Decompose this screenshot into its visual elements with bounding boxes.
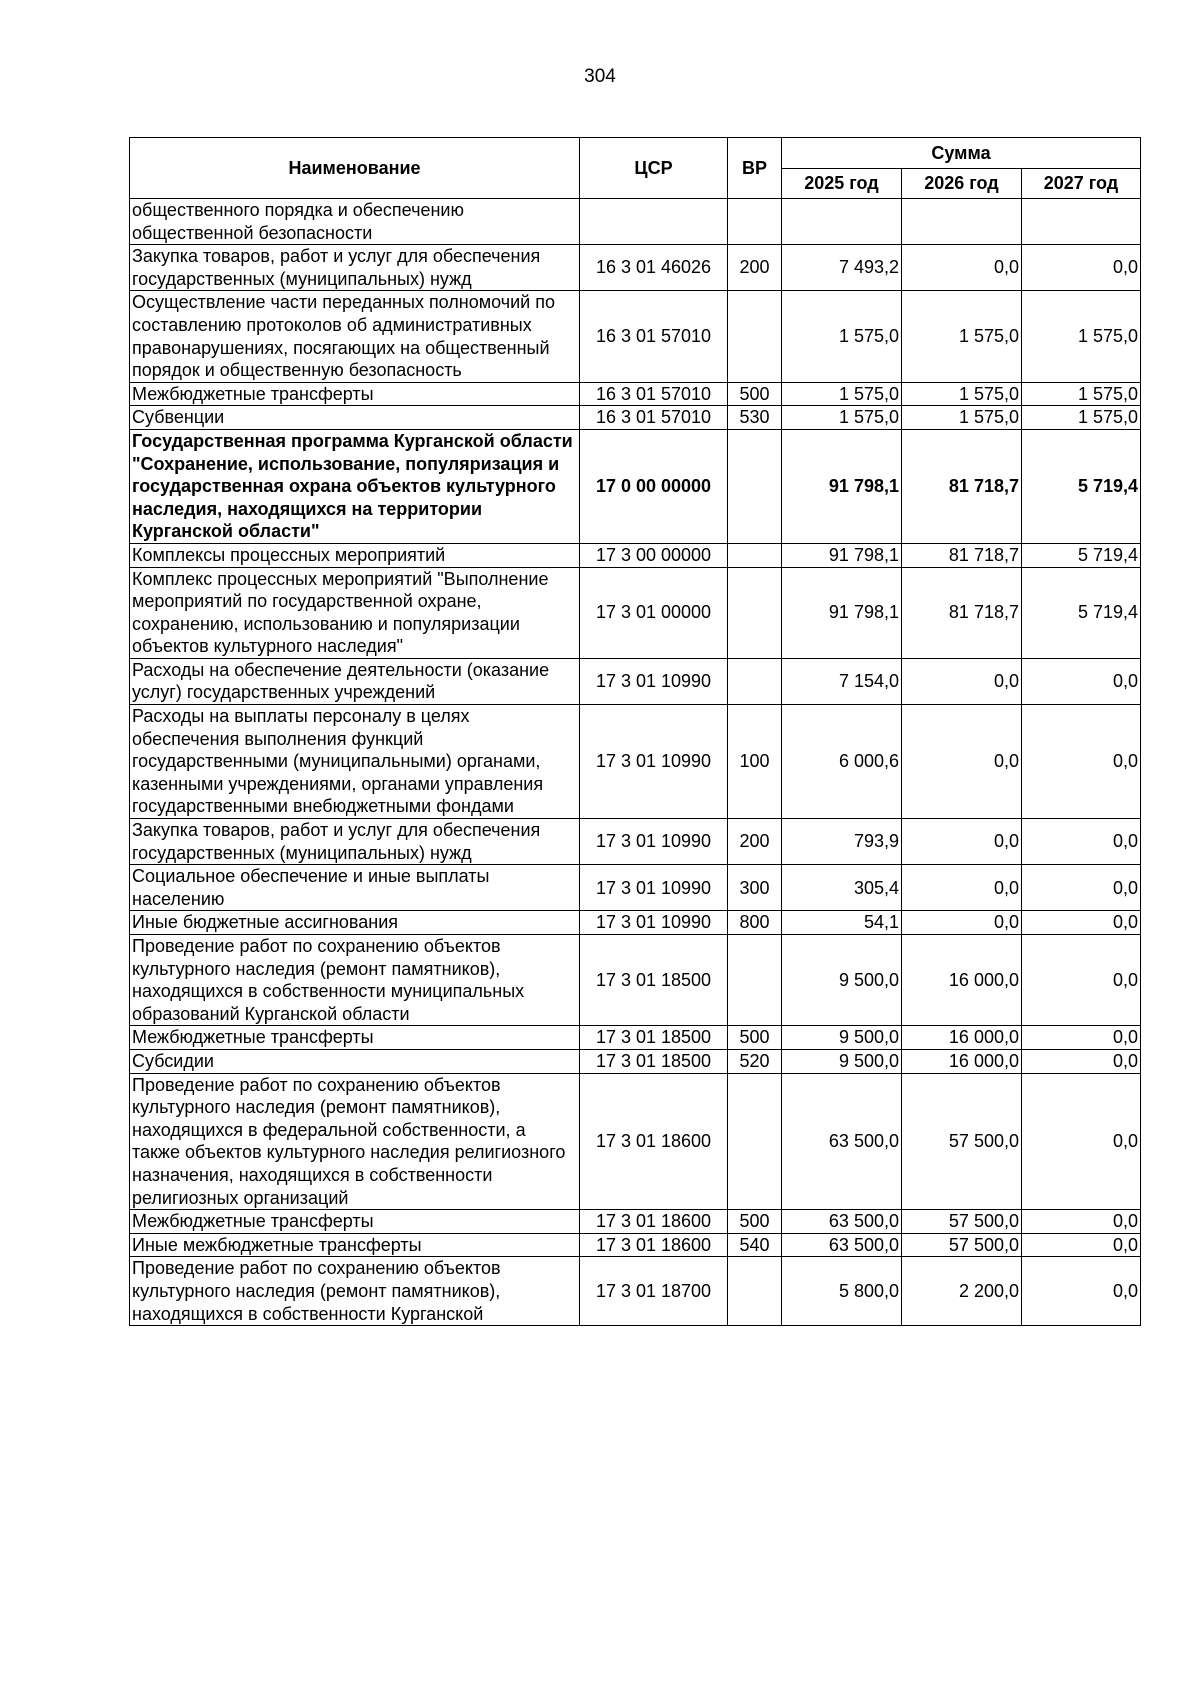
cell-name: Расходы на обеспечение деятельности (оказание услуг) государственных учреждений: [130, 658, 580, 704]
cell-2025: 91 798,1: [782, 567, 902, 658]
header-2026: 2026 год: [902, 169, 1022, 199]
cell-2025: 305,4: [782, 865, 902, 911]
cell-2025: 7 154,0: [782, 658, 902, 704]
cell-name: Субсидии: [130, 1049, 580, 1073]
cell-2026: 0,0: [902, 705, 1022, 819]
cell-2025: 63 500,0: [782, 1073, 902, 1210]
cell-csr: 17 3 01 18600: [580, 1073, 728, 1210]
cell-2027: 0,0: [1022, 911, 1141, 935]
cell-name: Закупка товаров, работ и услуг для обеспечения государственных (муниципальных) нужд: [130, 819, 580, 865]
cell-vr: 520: [728, 1049, 782, 1073]
cell-csr: 16 3 01 57010: [580, 291, 728, 382]
cell-2026: 0,0: [902, 658, 1022, 704]
cell-2025: 7 493,2: [782, 245, 902, 291]
header-2027: 2027 год: [1022, 169, 1141, 199]
table-row: [130, 1233, 1141, 1257]
table-row: [130, 543, 1141, 567]
table-row: [130, 1026, 1141, 1050]
cell-csr: [580, 199, 728, 245]
cell-csr: 17 3 01 18600: [580, 1233, 728, 1257]
table-row: [130, 819, 1141, 865]
cell-2025: 91 798,1: [782, 543, 902, 567]
cell-2025: 6 000,6: [782, 705, 902, 819]
table-row: [130, 865, 1141, 911]
cell-name: Иные межбюджетные трансферты: [130, 1233, 580, 1257]
cell-vr: 300: [728, 865, 782, 911]
cell-csr: 17 3 01 00000: [580, 567, 728, 658]
table-row: [130, 1210, 1141, 1234]
cell-2025: 9 500,0: [782, 935, 902, 1026]
cell-vr: 530: [728, 406, 782, 430]
cell-vr: [728, 935, 782, 1026]
cell-name: Межбюджетные трансферты: [130, 382, 580, 406]
page-number: 304: [584, 66, 616, 87]
table-row: [130, 1049, 1141, 1073]
cell-vr: 500: [728, 382, 782, 406]
cell-2025: 1 575,0: [782, 406, 902, 430]
cell-name: Иные бюджетные ассигнования: [130, 911, 580, 935]
cell-vr: [728, 658, 782, 704]
cell-2026: 16 000,0: [902, 1049, 1022, 1073]
table-row: [130, 1257, 1141, 1326]
cell-vr: [728, 1073, 782, 1210]
cell-csr: 17 3 01 18600: [580, 1210, 728, 1234]
cell-2027: [1022, 199, 1141, 245]
cell-2026: 57 500,0: [902, 1233, 1022, 1257]
cell-csr: 17 3 01 18500: [580, 935, 728, 1026]
cell-2025: [782, 199, 902, 245]
cell-2025: 9 500,0: [782, 1049, 902, 1073]
cell-2027: 0,0: [1022, 1026, 1141, 1050]
cell-2026: 57 500,0: [902, 1210, 1022, 1234]
cell-2027: 0,0: [1022, 1233, 1141, 1257]
cell-vr: 500: [728, 1210, 782, 1234]
cell-2027: 1 575,0: [1022, 406, 1141, 430]
cell-2025: 1 575,0: [782, 382, 902, 406]
cell-csr: 17 3 01 10990: [580, 658, 728, 704]
cell-csr: 17 0 00 00000: [580, 429, 728, 543]
cell-name: Проведение работ по сохранению объектов культурного наследия (ремонт памятников), находящихся в собственности Курганской: [130, 1257, 580, 1326]
cell-2027: 0,0: [1022, 705, 1141, 819]
cell-csr: 17 3 01 10990: [580, 819, 728, 865]
cell-2026: 81 718,7: [902, 567, 1022, 658]
cell-2026: 0,0: [902, 911, 1022, 935]
cell-vr: [728, 1257, 782, 1326]
cell-2026: 1 575,0: [902, 382, 1022, 406]
cell-vr: [728, 543, 782, 567]
cell-2027: 0,0: [1022, 658, 1141, 704]
budget-table: [129, 137, 1141, 1326]
cell-2025: 5 800,0: [782, 1257, 902, 1326]
table-row: [130, 199, 1141, 245]
cell-2027: 0,0: [1022, 1257, 1141, 1326]
cell-name: Субвенции: [130, 406, 580, 430]
cell-csr: 17 3 01 18500: [580, 1026, 728, 1050]
table-row: [130, 658, 1141, 704]
table-row: [130, 567, 1141, 658]
cell-2027: 0,0: [1022, 819, 1141, 865]
cell-2025: 9 500,0: [782, 1026, 902, 1050]
header-name: Наименование: [130, 138, 580, 199]
table-row: [130, 245, 1141, 291]
cell-2027: 5 719,4: [1022, 429, 1141, 543]
cell-2025: 63 500,0: [782, 1233, 902, 1257]
cell-vr: [728, 199, 782, 245]
cell-2027: 0,0: [1022, 1073, 1141, 1210]
cell-2026: 81 718,7: [902, 429, 1022, 543]
cell-2026: 16 000,0: [902, 935, 1022, 1026]
cell-2027: 0,0: [1022, 1210, 1141, 1234]
cell-2027: 1 575,0: [1022, 382, 1141, 406]
table-row: [130, 382, 1141, 406]
cell-vr: [728, 429, 782, 543]
cell-vr: 200: [728, 245, 782, 291]
cell-csr: 17 3 01 10990: [580, 865, 728, 911]
cell-vr: [728, 567, 782, 658]
cell-csr: 17 3 01 10990: [580, 911, 728, 935]
cell-name: Проведение работ по сохранению объектов культурного наследия (ремонт памятников), находящихся в собственности муниципальных образований Курганской области: [130, 935, 580, 1026]
cell-name: Закупка товаров, работ и услуг для обеспечения государственных (муниципальных) нужд: [130, 245, 580, 291]
table-row: [130, 291, 1141, 382]
cell-2025: 54,1: [782, 911, 902, 935]
cell-2027: 1 575,0: [1022, 291, 1141, 382]
cell-2026: 81 718,7: [902, 543, 1022, 567]
cell-2027: 0,0: [1022, 935, 1141, 1026]
cell-csr: 16 3 01 57010: [580, 406, 728, 430]
cell-csr: 17 3 01 18700: [580, 1257, 728, 1326]
table-body: [130, 199, 1141, 1326]
cell-csr: 16 3 01 46026: [580, 245, 728, 291]
cell-2027: 0,0: [1022, 865, 1141, 911]
header-sum: Сумма: [782, 138, 1141, 169]
cell-name: Проведение работ по сохранению объектов культурного наследия (ремонт памятников), находящихся в федеральной собственности, а также объектов культурного наследия религиозного назначения, находящихся в собственности религиозных организаций: [130, 1073, 580, 1210]
cell-name: Комплекс процессных мероприятий "Выполнение мероприятий по государственной охране, сохранению, использованию и популяризации объектов культурного наследия": [130, 567, 580, 658]
cell-name: общественного порядка и обеспечению общественной безопасности: [130, 199, 580, 245]
table-row: [130, 935, 1141, 1026]
cell-name: Комплексы процессных мероприятий: [130, 543, 580, 567]
cell-csr: 17 3 01 18500: [580, 1049, 728, 1073]
cell-2025: 91 798,1: [782, 429, 902, 543]
cell-2026: 1 575,0: [902, 291, 1022, 382]
header-vr: ВР: [728, 138, 782, 199]
cell-csr: 17 3 01 10990: [580, 705, 728, 819]
cell-vr: 200: [728, 819, 782, 865]
cell-2026: 0,0: [902, 819, 1022, 865]
table-row: [130, 406, 1141, 430]
cell-vr: 800: [728, 911, 782, 935]
cell-vr: [728, 291, 782, 382]
cell-name: Государственная программа Курганской области "Сохранение, использование, популяризация и государственная охрана объектов культурного наследия, находящихся на территории Курганской области": [130, 429, 580, 543]
cell-name: Межбюджетные трансферты: [130, 1210, 580, 1234]
table-row: [130, 429, 1141, 543]
cell-2025: 793,9: [782, 819, 902, 865]
cell-csr: 16 3 01 57010: [580, 382, 728, 406]
cell-2027: 0,0: [1022, 245, 1141, 291]
cell-csr: 17 3 00 00000: [580, 543, 728, 567]
header-csr: ЦСР: [580, 138, 728, 199]
cell-vr: 500: [728, 1026, 782, 1050]
cell-2026: 1 575,0: [902, 406, 1022, 430]
cell-2026: 57 500,0: [902, 1073, 1022, 1210]
table-row: [130, 911, 1141, 935]
cell-name: Межбюджетные трансферты: [130, 1026, 580, 1050]
table-row: [130, 1073, 1141, 1210]
cell-2026: 16 000,0: [902, 1026, 1022, 1050]
cell-2026: 0,0: [902, 245, 1022, 291]
cell-name: Осуществление части переданных полномочий по составлению протоколов об административных правонарушениях, посягающих на общественный порядок и общественную безопасность: [130, 291, 580, 382]
cell-name: Расходы на выплаты персоналу в целях обеспечения выполнения функций государственными (муниципальными) органами, казенными учреждениями, органами управления государственными внебюджетными фондами: [130, 705, 580, 819]
header-2025: 2025 год: [782, 169, 902, 199]
cell-2025: 63 500,0: [782, 1210, 902, 1234]
cell-vr: 540: [728, 1233, 782, 1257]
cell-2027: 5 719,4: [1022, 543, 1141, 567]
cell-2026: [902, 199, 1022, 245]
table-row: [130, 705, 1141, 819]
cell-2025: 1 575,0: [782, 291, 902, 382]
cell-name: Социальное обеспечение и иные выплаты населению: [130, 865, 580, 911]
cell-2027: 5 719,4: [1022, 567, 1141, 658]
cell-2026: 0,0: [902, 865, 1022, 911]
cell-2027: 0,0: [1022, 1049, 1141, 1073]
cell-2026: 2 200,0: [902, 1257, 1022, 1326]
cell-vr: 100: [728, 705, 782, 819]
